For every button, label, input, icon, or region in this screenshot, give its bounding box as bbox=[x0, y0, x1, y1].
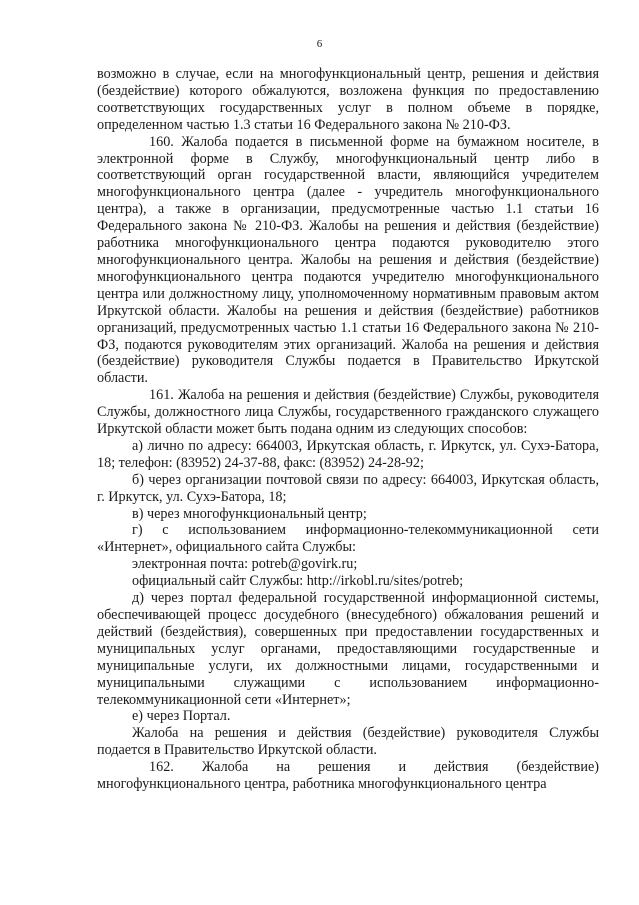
list-item-d: д) через портал федеральной государственной информационной системы, обеспечивающей процесс досудебного (внесудебного) обжалования решений и действий (бездействия), совершенных при предоставлении государственных и муниципальных услуг органами, предоставляющими государственные и муниципальные услуги, их должностными лицами, государственными и муниципальными служащими с использованием информационно-телекоммуникационной сети «Интернет»; bbox=[97, 590, 599, 708]
list-item-e: е) через Портал. bbox=[132, 708, 231, 725]
email-line: электронная почта: potreb@govirk.ru; bbox=[132, 556, 358, 573]
document-body bbox=[97, 66, 599, 793]
list-item-a: а) лично по адресу: 664003, Иркутская область, г. Иркутск, ул. Сухэ-Батора, 18; телефон: (83952) 24-37-88, факс: (83952) 24-28-92; bbox=[97, 437, 599, 471]
paragraph-162: 162. Жалоба на решения и действия (бездействие) многофункционального центра, работника многофункционального центра bbox=[97, 759, 599, 793]
list-item-v: в) через многофункциональный центр; bbox=[132, 505, 367, 522]
paragraph-continuation: возможно в случае, если на многофункциональный центр, решения и действия (бездействие) которого обжалуются, возложена функция по предоставлению соответствующих государственных услуг в полном объеме в порядке, определенном частью 1.3 статьи 16 Федерального закона № 210-ФЗ. bbox=[97, 66, 599, 133]
paragraph-160: 160. Жалоба подается в письменной форме на бумажном носителе, в электронной форме в Службу, многофункциональный центр либо в соответствующий орган государственной власти, являющийся учредителем многофункционального центра (далее - учредитель многофункционального центра), а также в организации, предусмотренные частью 1.1 статьи 16 Федерального закона № 210-ФЗ. Жалобы на решения и действия (бездействие) работника многофункционального центра подаются руководителю этого многофункционального центра. Жалобы на решения и действия (бездействие) многофункционального центра подаются учредителю многофункционального центра или должностному лицу, уполномоченному нормативным правовым актом Иркутской области. Жалобы на решения и действия (бездействие) работников организаций, предусмотренных частью 1.1 статьи 16 Федерального закона № 210-ФЗ, подаются руководителям этих организаций. Жалоба на решения и действия (бездействие) руководителя Службы подается в Правительство Иркутской области. bbox=[97, 133, 599, 387]
paragraph-161: 161. Жалоба на решения и действия (бездействие) Службы, руководителя Службы, должностного лица Службы, государственного гражданского служащего Иркутской области может быть подана одним из следующих способов: bbox=[97, 387, 599, 438]
page-number: 6 bbox=[316, 38, 323, 50]
list-item-b: б) через организации почтовой связи по адресу: 664003, Иркутская область, г. Иркутск, ул. Сухэ-Батора, 18; bbox=[97, 471, 599, 505]
paragraph-government: Жалоба на решения и действия (бездействие) руководителя Службы подается в Правительство Иркутской области. bbox=[97, 725, 599, 759]
list-item-g: г) с использованием информационно-телекоммуникационной сети «Интернет», официального сайта Службы: bbox=[97, 522, 599, 556]
website-line: официальный сайт Службы: http://irkobl.ru/sites/potreb; bbox=[132, 573, 464, 590]
